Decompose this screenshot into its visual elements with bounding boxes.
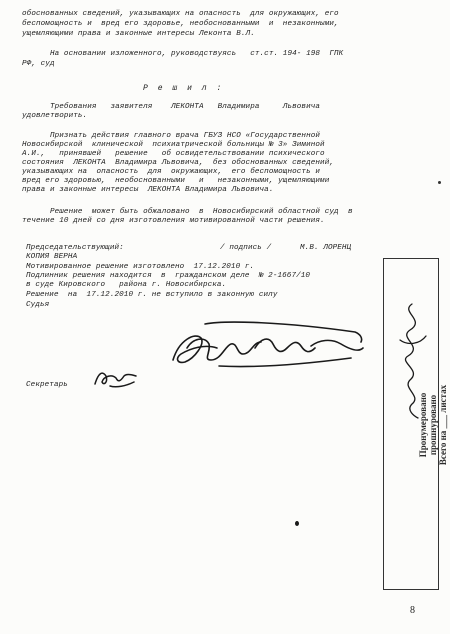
page-number: 8 (410, 605, 415, 616)
text-line: состояния ЛЕКОНТА Владимира Львовича, без обоснованных сведений, (22, 159, 335, 167)
original-location: Подлинник решения находится в гражданском деле № 2-1667/10 (26, 272, 311, 280)
text-line: ущемляющими права и законные интересы Леконта В.Л. (22, 30, 255, 38)
text-line: течение 10 дней со дня изготовления мотивированной части решения. (22, 217, 325, 225)
text-line: На основании изложенного, руководствуясь ст.ст. 194- 198 ГПК (22, 50, 344, 58)
text-line: Признать действия главного врача ГБУЗ НСО «Государственной (22, 132, 321, 140)
judge-label: Судья (26, 301, 50, 309)
motivated-date: Мотивированное решение изготовлено 17.12.2010 г. (26, 263, 255, 271)
presiding-label: Председательствующий: (26, 244, 124, 252)
text-line: беспомощность и вред его здоровье, необоснованными и незаконными, (22, 20, 339, 28)
text-line: вред его здоровью, необоснованными и незаконными, ущемляющими (22, 177, 330, 185)
judge-name: М.В. ЛОРЕНЦ (300, 244, 352, 252)
text-line: Решение может быть обжаловано в Новосибирский областной суд в (22, 208, 353, 216)
stamp-line: Всего на ___ листах (438, 384, 448, 466)
legal-force-note: Решение на 17.12.2010 г. не вступило в законную силу (26, 291, 278, 299)
signed-mark: / подпись / (220, 244, 272, 252)
stamp-signature (392, 300, 432, 420)
original-location: в суде Кировского района г. Новосибирска. (26, 281, 227, 289)
ink-dot (295, 521, 299, 526)
text-line: РФ, суд (22, 60, 55, 68)
secretary-label: Секретарь (26, 381, 68, 389)
stamp-line: Пронумеровано (418, 392, 428, 458)
text-line: Требования заявителя ЛЕКОНТА Владимира Львовича (22, 103, 321, 111)
text-line: А.И., принявшей решение об освидетельствовании психического (22, 150, 325, 158)
resolved-heading: Р е ш и л : (143, 84, 222, 93)
judge-signature (165, 318, 365, 378)
secretary-signature (92, 366, 138, 390)
text-line: Новосибирской клинической психиатрической больницы № 3» Зиминой (22, 141, 325, 149)
text-line: обоснованных сведений, указывающих на опасность для окружающих, его (22, 10, 339, 18)
stamp-line: прошнуровано (428, 394, 438, 456)
text-line: права и законные интересы ЛЕКОНТА Владимира Львовича. (22, 186, 274, 194)
ink-dot (438, 181, 441, 184)
text-line: указывающих на опасность для окружающих, его беспомощность и (22, 168, 321, 176)
copy-verified: КОПИЯ ВЕРНА (26, 253, 78, 261)
text-line: удовлетворить. (22, 112, 88, 120)
